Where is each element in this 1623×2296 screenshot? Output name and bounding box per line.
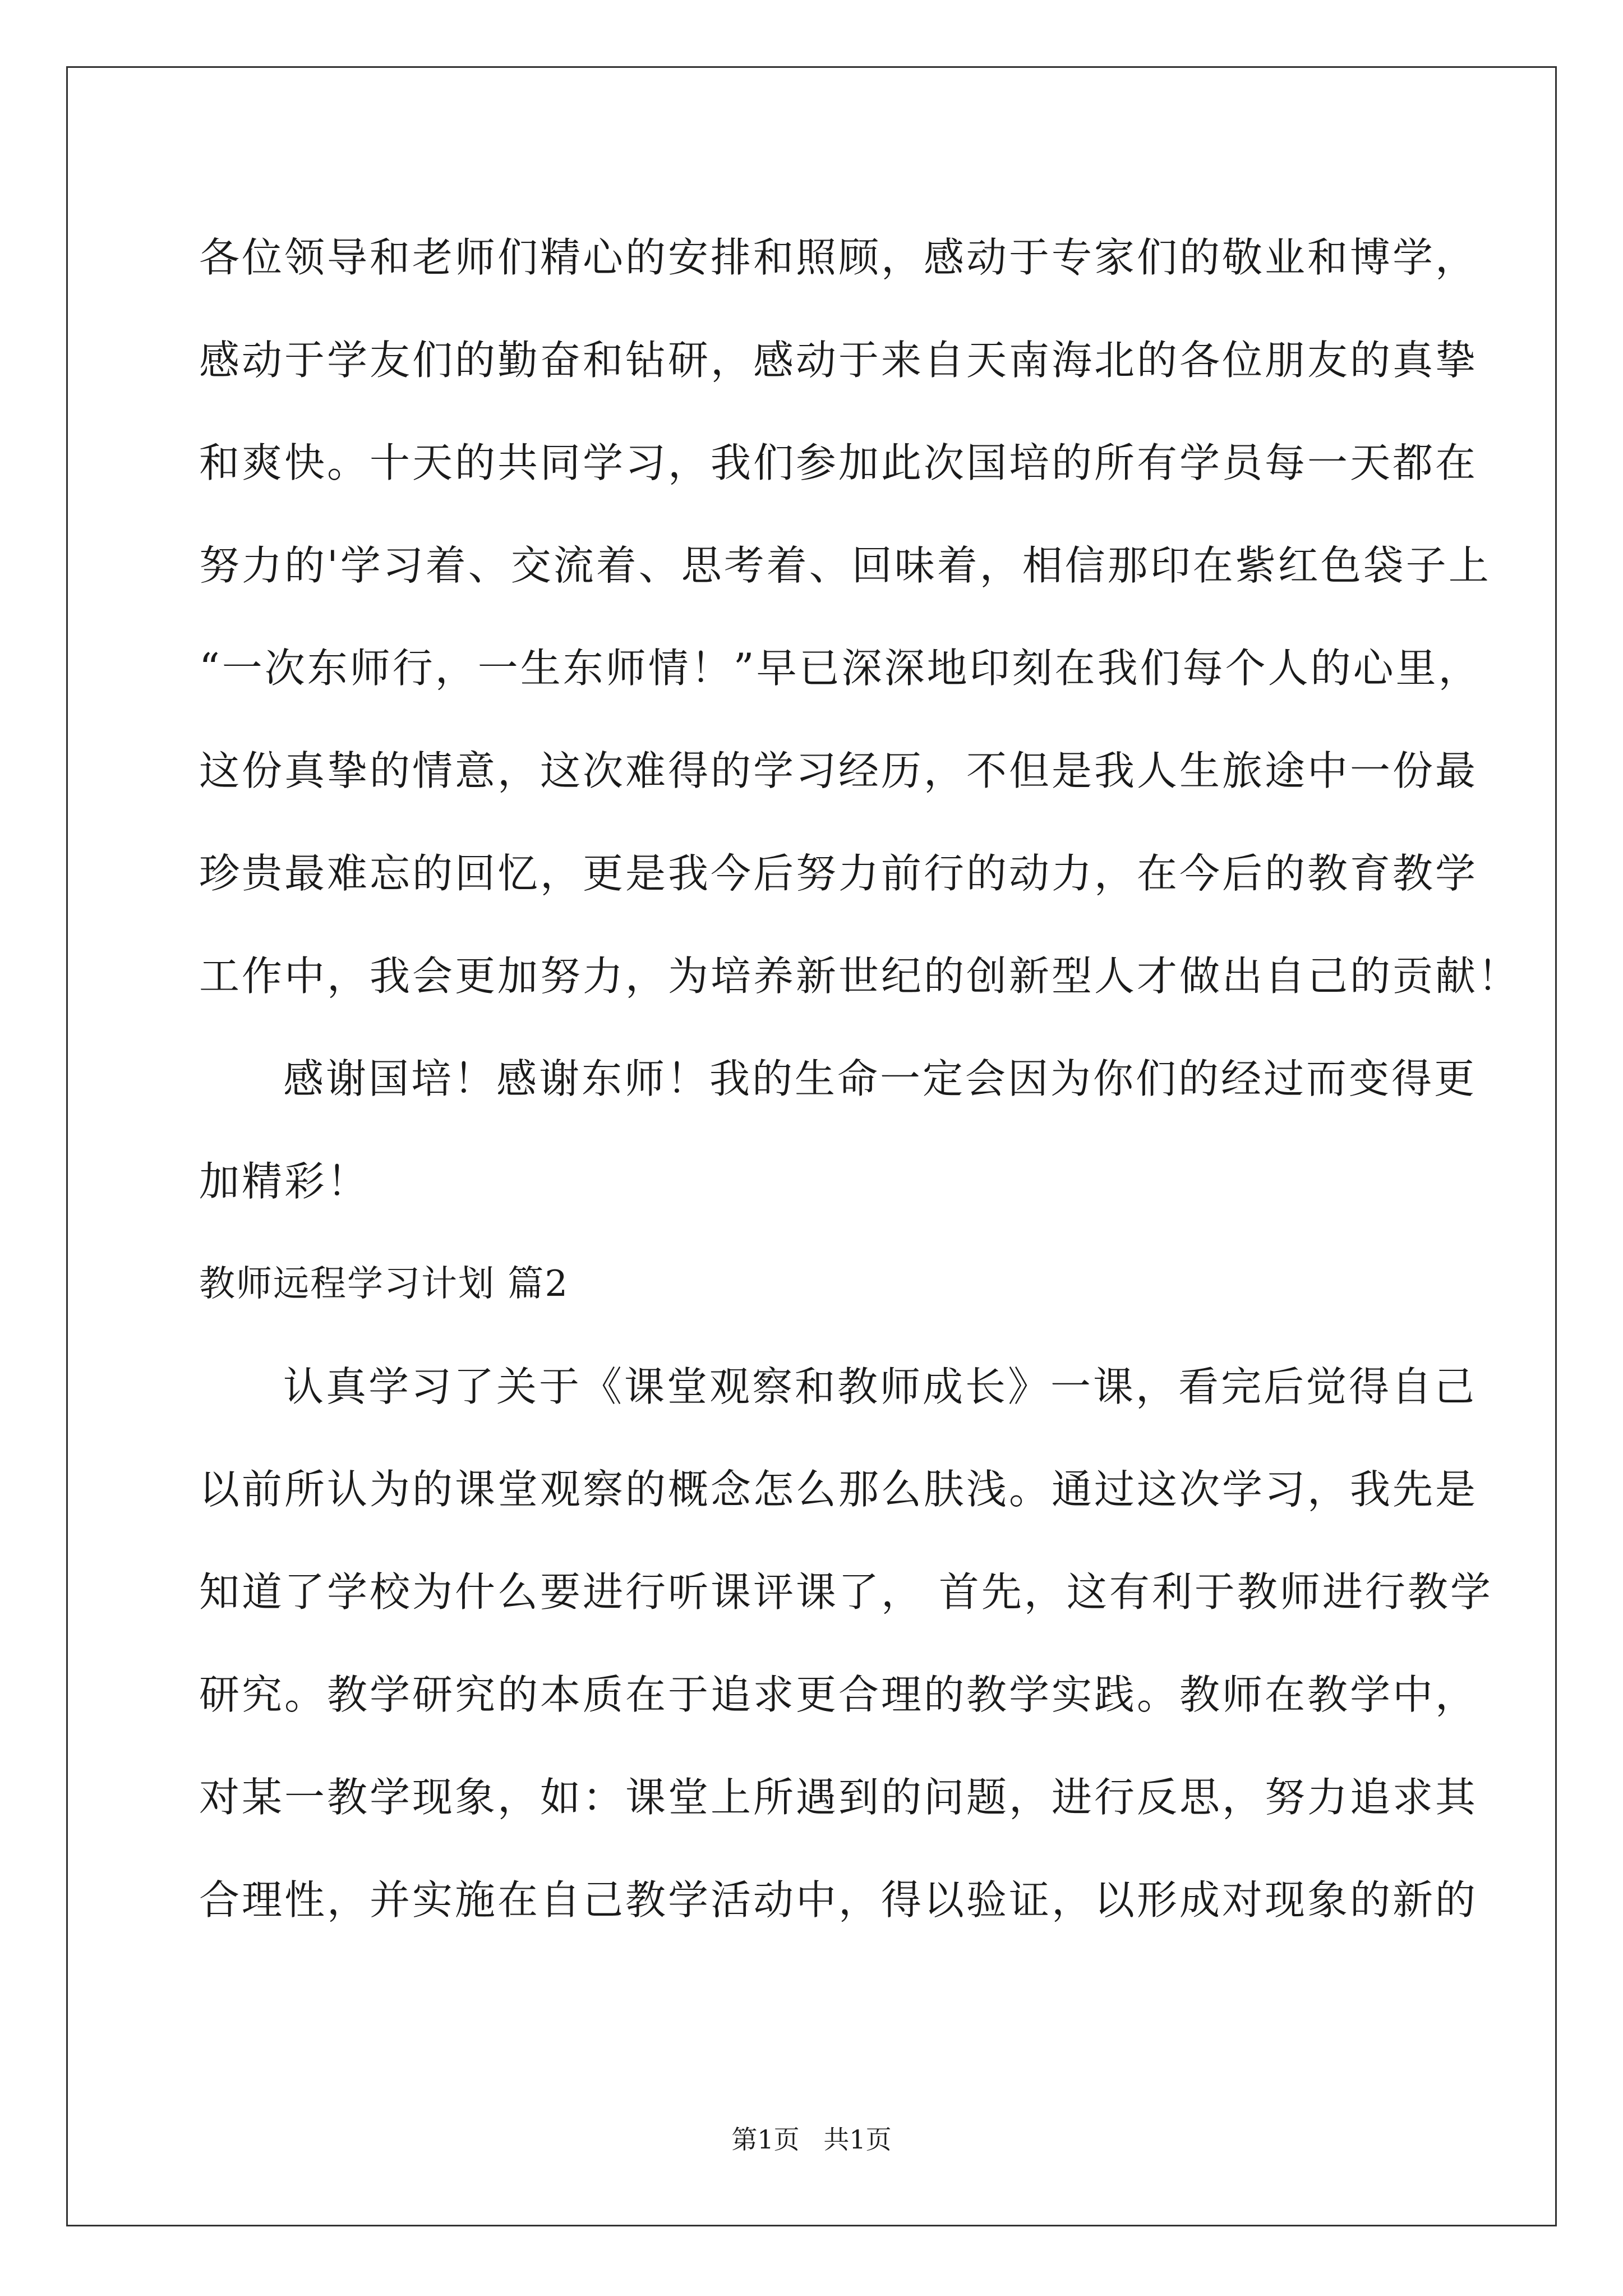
text-line: 各位领导和老师们精心的安排和照顾，感动于专家们的敬业和博学， <box>199 234 1478 281</box>
text-line: 研究。教学研究的本质在于追求更合理的教学实践。教师在教学中， <box>199 1671 1478 1718</box>
text-line: 珍贵最难忘的回忆，更是我今后努力前行的动力，在今后的教育教学 <box>199 850 1478 897</box>
paragraph <box>199 1028 1477 1233</box>
page-footer <box>0 2123 1623 2156</box>
text-line: 感谢国培！感谢东师！我的生命一定会因为你们的经过而变得更 <box>283 1055 1477 1102</box>
page-total: 共1页 <box>823 2124 892 2155</box>
section-heading: 教师远程学习计划 篇2 <box>199 1263 569 1305</box>
text-line: 感动于学友们的勤奋和钻研，感动于来自天南海北的各位朋友的真挚 <box>199 337 1478 384</box>
text-line: 合理性，并实施在自己教学活动中，得以验证，以形成对现象的新的 <box>199 1876 1478 1924</box>
page-number: 第1页 <box>731 2124 800 2155</box>
text-line: 知道了学校为什么要进行听课评课了， 首先，这有利于教师进行教学 <box>199 1568 1493 1616</box>
text-line: 这份真挚的情意，这次难得的学习经历，不但是我人生旅途中一份最 <box>199 747 1478 794</box>
document-body <box>199 206 1521 1952</box>
text-line: 认真学习了关于《课堂观察和教师成长》一课，看完后觉得自己 <box>283 1363 1477 1410</box>
paragraph <box>199 1336 1493 1952</box>
text-line: 努力的'学习着、交流着、思考着、回味着，相信那印在紫红色袋子上 <box>199 542 1491 589</box>
paragraph <box>199 206 1521 1028</box>
text-line: 和爽快。十天的共同学习，我们参加此次国培的所有学员每一天都在 <box>199 439 1478 486</box>
text-line: 以前所认为的课堂观察的概念怎么那么肤浅。通过这次学习，我先是 <box>199 1466 1478 1513</box>
text-line: 对某一教学现象，如：课堂上所遇到的问题，进行反思，努力追求其 <box>199 1774 1478 1821</box>
text-line: 加精彩！ <box>199 1158 370 1205</box>
text-line: “一次东师行，一生东师情！”早已深深地印刻在我们每个人的心里， <box>199 645 1481 692</box>
text-line: 工作中，我会更加努力，为培养新世纪的创新型人才做出自己的贡献！ <box>199 953 1521 1000</box>
